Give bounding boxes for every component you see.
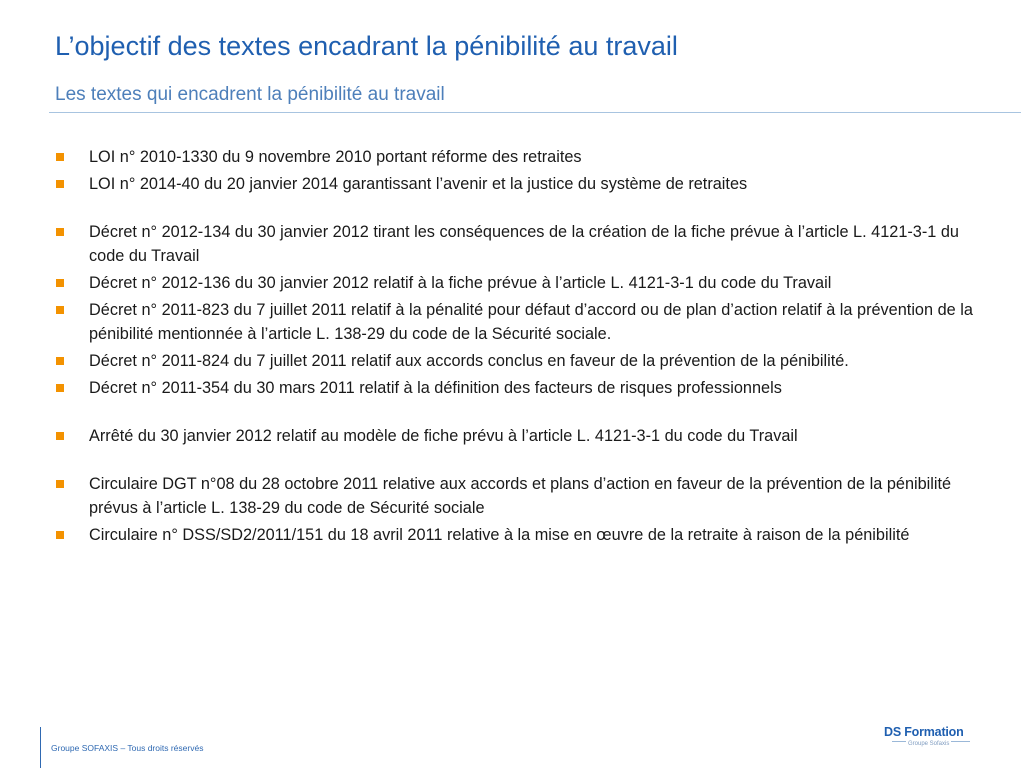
bullet-text: Circulaire DGT n°08 du 28 octobre 2011 relative aux accords et plans d’action en faveur de la prévention de la pénibilité prévus à l’article L. 138-29 du code de Sécurité sociale xyxy=(89,475,952,517)
bullet-text: LOI n° 2014-40 du 20 janvier 2014 garantissant l’avenir et la justice du système de retraites xyxy=(89,175,748,193)
bullet-text: Circulaire n° DSS/SD2/2011/151 du 18 avril 2011 relative à la mise en œuvre de la retraite à raison de la pénibilité xyxy=(89,526,910,544)
bullet-list xyxy=(55,145,985,547)
footer-copyright: Groupe SOFAXIS – Tous droits réservés xyxy=(51,743,204,753)
bullet-item xyxy=(55,472,985,520)
bullet-text: Arrêté du 30 janvier 2012 relatif au modèle de fiche prévu à l’article L. 4121-3-1 du code du Travail xyxy=(89,427,798,445)
bullet-item xyxy=(55,298,985,346)
square-bullet-icon xyxy=(56,384,64,392)
square-bullet-icon xyxy=(56,279,64,287)
bullet-text: Décret n° 2011-354 du 30 mars 2011 relatif à la définition des facteurs de risques professionnels xyxy=(89,379,782,397)
bullet-item xyxy=(55,349,985,373)
square-bullet-icon xyxy=(56,153,64,161)
bullet-item xyxy=(55,271,985,295)
square-bullet-icon xyxy=(56,306,64,314)
logo-name: DS Formation xyxy=(884,725,964,739)
square-bullet-icon xyxy=(56,531,64,539)
bullet-text: LOI n° 2010-1330 du 9 novembre 2010 portant réforme des retraites xyxy=(89,148,582,166)
square-bullet-icon xyxy=(56,180,64,188)
bullet-text: Décret n° 2011-823 du 7 juillet 2011 relatif à la pénalité pour défaut d’accord ou de plan d’action relatif à la prévention de la pénibilité mentionnée à l’article L. 138-29 du code de la Sécurité sociale. xyxy=(89,301,973,343)
slide-title: L’objectif des textes encadrant la pénibilité au travail xyxy=(55,31,678,61)
slide-subtitle: Les textes qui encadrent la pénibilité au travail xyxy=(55,84,445,105)
title-divider xyxy=(49,112,1021,113)
footer-rule xyxy=(40,727,41,768)
square-bullet-icon xyxy=(56,228,64,236)
bullet-item xyxy=(55,376,985,400)
bullet-item xyxy=(55,424,985,448)
bullet-item xyxy=(55,523,985,547)
bullet-text: Décret n° 2012-134 du 30 janvier 2012 tirant les conséquences de la création de la fiche prévue à l’article L. 4121-3-1 du code du Travail xyxy=(89,223,959,265)
bullet-text: Décret n° 2012-136 du 30 janvier 2012 relatif à la fiche prévue à l’article L. 4121-3-1 du code du Travail xyxy=(89,274,832,292)
ds-formation-logo xyxy=(884,725,974,749)
square-bullet-icon xyxy=(56,432,64,440)
bullet-item xyxy=(55,145,985,169)
square-bullet-icon xyxy=(56,357,64,365)
square-bullet-icon xyxy=(56,480,64,488)
bullet-item xyxy=(55,172,985,196)
bullet-item xyxy=(55,220,985,268)
bullet-text: Décret n° 2011-824 du 7 juillet 2011 relatif aux accords conclus en faveur de la prévention de la pénibilité. xyxy=(89,352,849,370)
logo-tagline: Groupe Sofaxis xyxy=(908,741,950,747)
